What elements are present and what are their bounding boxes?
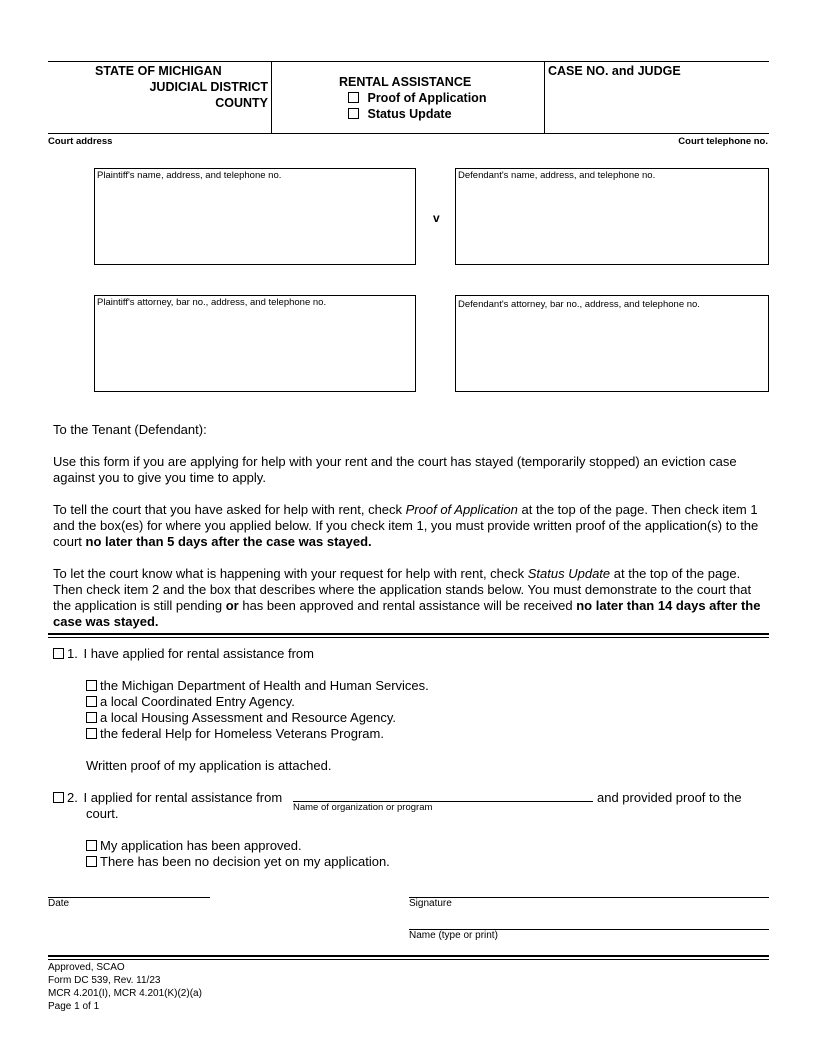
footer-rule-thick	[48, 955, 769, 957]
footer-rule-thin	[48, 959, 769, 960]
item-1-option-haara-checkbox[interactable]	[86, 712, 97, 723]
defendant-attorney-box-label: Defendant's attorney, bar no., address, and telephone no.	[458, 299, 700, 310]
footer-court-rules: MCR 4.201(I), MCR 4.201(K)(2)(a)	[48, 988, 202, 999]
item-1-checkbox[interactable]	[53, 648, 64, 659]
name-label: Name (type or print)	[409, 930, 498, 941]
plaintiff-attorney-box[interactable]	[94, 295, 416, 392]
item-1-proof-statement: Written proof of my application is attached.	[86, 758, 332, 773]
defendant-box[interactable]	[455, 168, 769, 265]
item-1-option-coordinated-entry-label: a local Coordinated Entry Agency.	[100, 694, 295, 709]
instruction-paragraph-3	[53, 566, 768, 630]
form-title: RENTAL ASSISTANCE	[339, 75, 472, 89]
item-2-option-pending[interactable]	[86, 854, 390, 870]
item-2-checkbox[interactable]	[53, 792, 64, 803]
date-line[interactable]	[48, 897, 210, 898]
proof-of-application-label: Proof of Application	[367, 91, 487, 105]
item-1-option-haara-label: a local Housing Assessment and Resource Agency.	[100, 710, 397, 725]
date-label: Date	[48, 898, 70, 909]
p3-deadline: no later than 14 days after the case was stayed.	[53, 598, 761, 629]
footer-page-number: Page 1 of 1	[48, 1001, 100, 1012]
court-telephone-label: Court telephone no.	[678, 136, 768, 147]
item-2-option-pending-label: There has been no decision yet on my application.	[100, 854, 390, 869]
item-1-option-coordinated-entry[interactable]	[86, 694, 295, 710]
defendant-attorney-box[interactable]	[455, 295, 769, 392]
versus-label: v	[433, 211, 440, 225]
item-2-option-approved[interactable]	[86, 838, 302, 854]
footer-approval: Approved, SCAO	[48, 962, 125, 973]
p2-deadline: no later than 5 days after the case was stayed.	[85, 534, 372, 549]
item-2-number: 2.	[67, 790, 78, 805]
signature-line[interactable]	[409, 897, 769, 898]
p3-text-c: has been approved and rental assistance will be received	[238, 598, 577, 613]
item-1-option-veterans-label: the federal Help for Homeless Veterans Program.	[100, 726, 384, 741]
item-1-option-mdhhs-checkbox[interactable]	[86, 680, 97, 691]
item-2-text-b: and provided proof to the	[597, 790, 742, 805]
p3-emphasis: Status Update	[527, 566, 611, 581]
instruction-paragraph-1: Use this form if you are applying for help with your rent and the court has stayed (temporarily stopped) an eviction case against you to give you time to apply.	[53, 454, 737, 485]
case-number-label: CASE NO. and JUDGE	[548, 64, 681, 78]
header-top-rule	[48, 61, 769, 62]
item-2	[53, 790, 282, 806]
status-update-label: Status Update	[367, 107, 452, 121]
county-label: COUNTY	[215, 96, 268, 110]
greeting: To the Tenant (Defendant):	[53, 422, 207, 437]
section-rule-thick	[48, 633, 769, 635]
item-1-option-veterans[interactable]	[86, 726, 384, 742]
plaintiff-box-label: Plaintiff's name, address, and telephone no.	[97, 170, 282, 181]
item-1-option-haara[interactable]	[86, 710, 396, 726]
item-1-option-mdhhs-label: the Michigan Department of Health and Human Services.	[100, 678, 429, 693]
item-2-option-approved-checkbox[interactable]	[86, 840, 97, 851]
court-address-label: Court address	[48, 136, 113, 147]
item-2-option-approved-label: My application has been approved.	[100, 838, 302, 853]
form-footer	[48, 961, 202, 1013]
plaintiff-box[interactable]	[94, 168, 416, 265]
plaintiff-attorney-box-label: Plaintiff's attorney, bar no., address, and telephone no.	[97, 297, 327, 308]
case-number-field[interactable]	[548, 76, 766, 130]
header-divider-right	[544, 61, 545, 133]
state-label: STATE OF MICHIGAN	[95, 64, 222, 78]
item-2-option-pending-checkbox[interactable]	[86, 856, 97, 867]
p3-or: or	[225, 598, 239, 613]
section-rule-thin	[48, 637, 769, 638]
p3-text-a: To let the court know what is happening with your request for help with rent, check	[53, 566, 528, 581]
district-label: JUDICIAL DISTRICT	[149, 80, 268, 94]
p2-text-b: at the top of the page. Then check item 1 and the box(es) for where you applied below. If you check item 1, you must provide written proof of the application(s) to the court	[53, 502, 759, 549]
item-1-number: 1.	[67, 646, 78, 661]
item-1-option-veterans-checkbox[interactable]	[86, 728, 97, 739]
p2-emphasis: Proof of Application	[405, 502, 518, 517]
item-1	[53, 646, 314, 662]
proof-of-application-option[interactable]	[348, 91, 486, 105]
proof-of-application-checkbox[interactable]	[348, 92, 359, 103]
status-update-option[interactable]	[348, 107, 452, 121]
item-1-text: I have applied for rental assistance from	[83, 646, 314, 661]
item-1-option-mdhhs[interactable]	[86, 678, 429, 694]
instruction-paragraph-2	[53, 502, 768, 550]
p3-text-b: at the top of the page. Then check item 2 and the box that describes where the application stands below. You must demonstrate to the court that the application is still pending	[53, 566, 752, 613]
defendant-box-label: Defendant's name, address, and telephone no.	[458, 170, 656, 181]
status-update-checkbox[interactable]	[348, 108, 359, 119]
p2-text-a: To tell the court that you have asked for help with rent, check	[53, 502, 406, 517]
footer-form-number: Form DC 539, Rev. 11/23	[48, 975, 161, 986]
signature-label: Signature	[409, 898, 452, 909]
item-1-option-coordinated-entry-checkbox[interactable]	[86, 696, 97, 707]
header-divider-left	[271, 61, 272, 133]
item-2-text-a: I applied for rental assistance from	[83, 790, 283, 805]
header-bottom-rule	[48, 133, 769, 134]
organization-name-label: Name of organization or program	[293, 802, 433, 813]
item-2-text-c: court.	[86, 806, 119, 821]
